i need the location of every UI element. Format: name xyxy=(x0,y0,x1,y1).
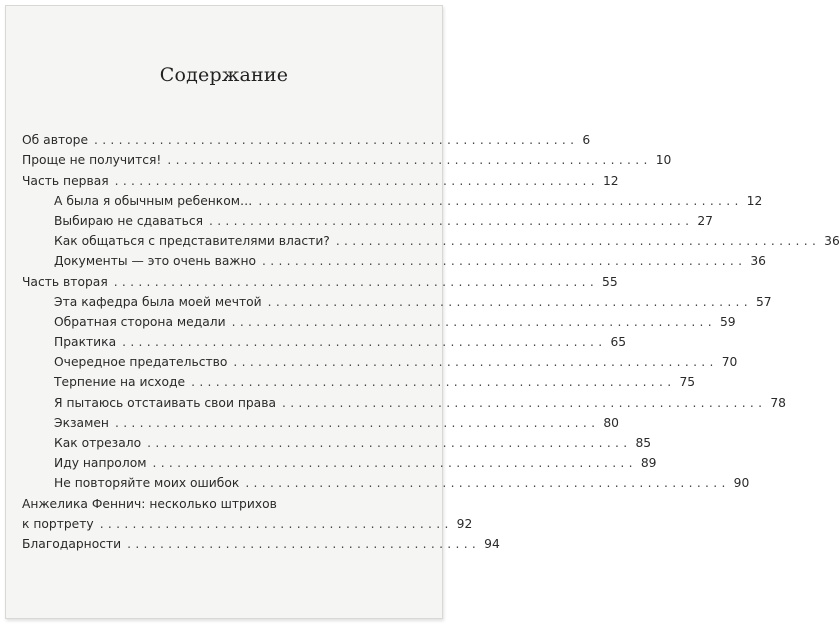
toc-entry-title: Часть вторая xyxy=(22,274,108,289)
toc-entry xyxy=(22,127,591,148)
dot-leader: ........................................................... xyxy=(258,193,743,208)
toc-entry-title: Документы — это очень важно xyxy=(54,254,257,269)
dot-leader: ........................................................... xyxy=(262,254,747,269)
toc-entry-title: Анжелика Феннич: несколько штрихов xyxy=(22,496,277,511)
dot-leader: ........................................... xyxy=(127,536,481,551)
toc-entry xyxy=(22,268,618,289)
dot-leader: ........................................................... xyxy=(114,415,600,430)
toc-entry-page: 55 xyxy=(602,274,618,289)
toc-entry xyxy=(22,167,619,188)
toc-entry-page: 89 xyxy=(640,456,657,471)
toc-entry-title: Как отрезало xyxy=(54,436,142,450)
dot-leader: ........................................................... xyxy=(233,355,718,370)
toc-entry xyxy=(22,430,652,450)
toc-entry-title: Экзамен xyxy=(54,415,109,430)
toc-entry-page: 27 xyxy=(697,213,713,228)
toc-entry-page: 6 xyxy=(582,133,591,148)
toc-entry xyxy=(22,309,736,329)
toc-entry-page: 57 xyxy=(755,294,772,309)
toc-entry-page: 65 xyxy=(610,335,627,350)
toc-entry-page: 94 xyxy=(484,536,500,551)
dot-leader: ........................................................... xyxy=(245,476,730,491)
toc-entry-title: Не повторяйте моих ошибок xyxy=(54,476,240,491)
toc-entry-title: Практика xyxy=(54,335,117,350)
toc-entry-page: 92 xyxy=(456,516,473,531)
dot-leader: ........................................................... xyxy=(167,153,652,168)
toc-entry-acknowledgements xyxy=(22,531,500,551)
toc-entry-page: 75 xyxy=(679,375,696,390)
toc-entry xyxy=(22,349,738,370)
page-title: Содержание xyxy=(159,64,289,86)
toc-entry xyxy=(22,470,750,491)
toc-entry xyxy=(22,188,763,208)
book-page xyxy=(5,5,840,619)
toc-entry-title: Обратная сторона медали xyxy=(54,314,226,329)
toc-entry xyxy=(22,410,619,430)
toc-entry-page: 36 xyxy=(824,234,840,249)
toc-entry xyxy=(22,329,627,350)
toc-entry-title: Очередное предательство xyxy=(54,355,228,370)
toc-entry-title: Иду напролом xyxy=(54,456,147,471)
toc-entry xyxy=(22,389,786,410)
dot-leader: ........................................................... xyxy=(94,133,579,148)
toc-entry-title: А была я обычным ребенком… xyxy=(54,193,253,208)
toc-entry-title-continued: к портрету xyxy=(22,516,94,531)
dot-leader: ........................................................... xyxy=(191,375,676,390)
toc-entry xyxy=(22,147,672,168)
toc-entry-afterword xyxy=(22,490,473,531)
toc-entry xyxy=(22,369,696,390)
toc-entry-page: 36 xyxy=(750,254,767,269)
toc-entry-page: 12 xyxy=(746,193,763,208)
dot-leader: ........................................... xyxy=(99,516,453,531)
toc-entry xyxy=(22,248,767,269)
toc-entry-title: Как общаться с представителями власти? xyxy=(54,234,330,249)
toc-entry xyxy=(22,289,772,309)
toc-entry-title: Проще не получится! xyxy=(22,153,162,168)
toc-entry xyxy=(22,228,840,249)
toc-entry-title: Выбираю не сдаваться xyxy=(54,213,203,228)
dot-leader: ........................................................... xyxy=(122,335,607,350)
toc-entry xyxy=(22,208,713,228)
toc-entry-page: 90 xyxy=(733,476,750,491)
toc-entry-title: Я пытаюсь отстаивать свои права xyxy=(54,395,277,410)
toc-entry-page: 80 xyxy=(603,415,619,430)
toc-entry-page: 78 xyxy=(770,395,786,410)
toc-entry-title: Благодарности xyxy=(22,536,122,551)
toc-entry-title: Терпение на исходе xyxy=(54,375,186,390)
dot-leader: ........................................................... xyxy=(147,436,632,450)
toc-entry-page: 12 xyxy=(602,173,619,188)
dot-leader: ........................................................... xyxy=(231,314,716,329)
dot-leader: ........................................................... xyxy=(209,213,694,228)
dot-leader: ........................................................... xyxy=(114,173,599,188)
toc-entry-page: 10 xyxy=(655,153,672,168)
table-of-contents xyxy=(22,127,840,551)
dot-leader: ........................................................... xyxy=(282,395,767,410)
toc-entry-title: Эта кафедра была моей мечтой xyxy=(54,294,262,309)
toc-entry-title: Об авторе xyxy=(22,133,89,148)
toc-entry xyxy=(22,450,657,471)
dot-leader: ........................................................... xyxy=(335,234,821,249)
toc-entry-title: Часть первая xyxy=(22,173,109,188)
dot-leader: ........................................................... xyxy=(267,294,752,309)
toc-entry-page: 70 xyxy=(721,355,738,370)
toc-entry-page: 59 xyxy=(719,314,736,329)
toc-entry-page: 85 xyxy=(635,436,652,450)
dot-leader: ........................................................... xyxy=(152,456,637,471)
dot-leader: ........................................................... xyxy=(113,274,599,289)
